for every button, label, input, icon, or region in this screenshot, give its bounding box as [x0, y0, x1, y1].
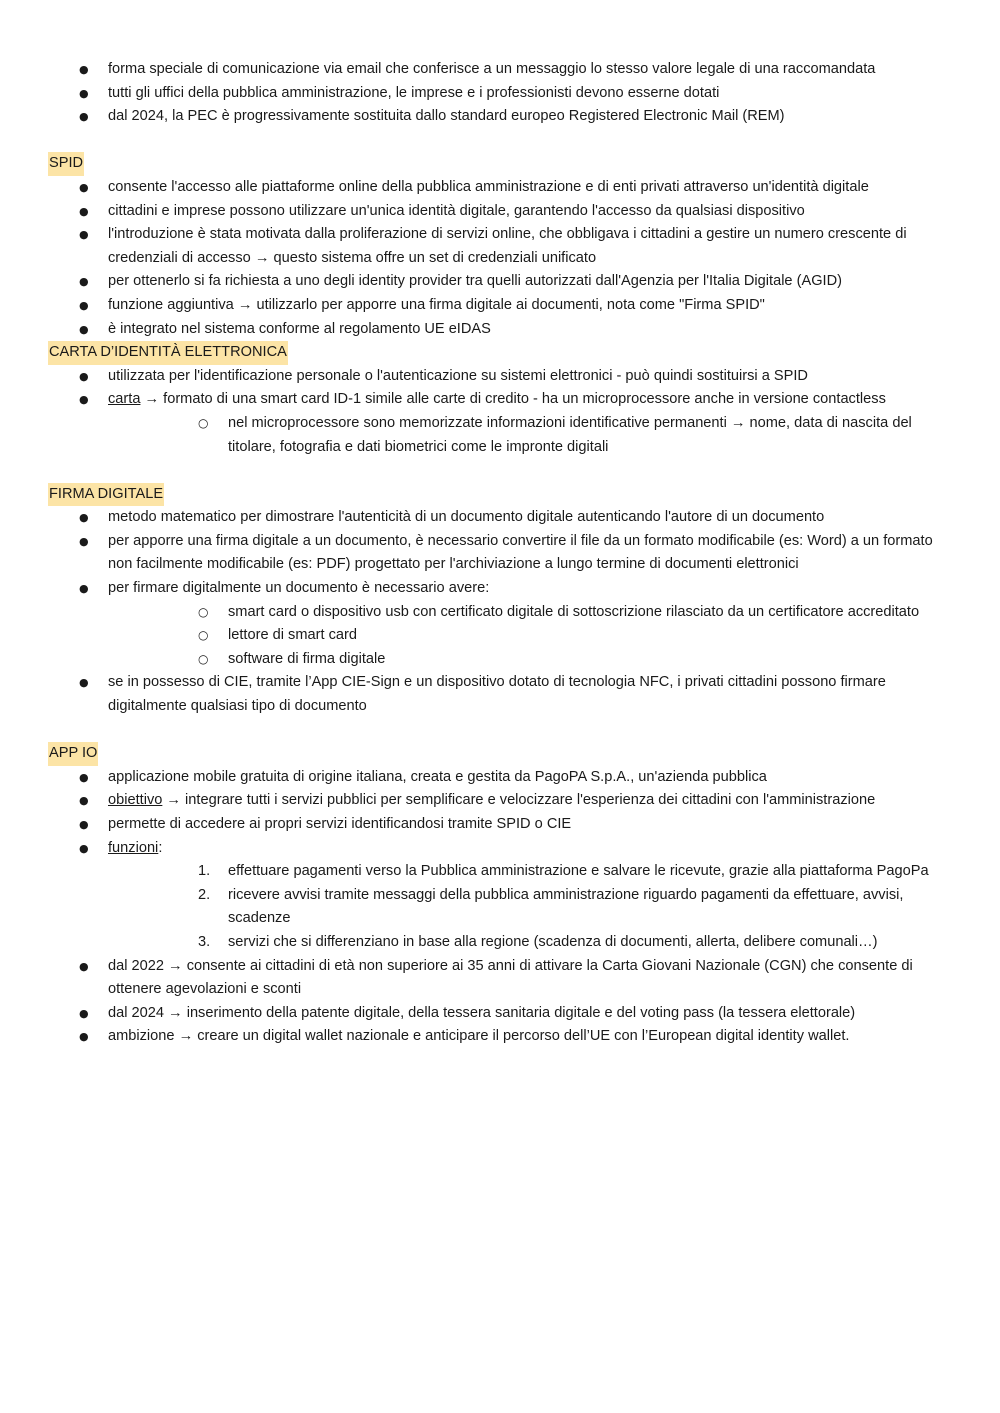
spid-list: [48, 176, 953, 341]
list-item: [48, 388, 953, 459]
numbered-item-text: servizi che si differenziano in base alla regione (scadenza di documenti, allerta, delibere comunali…): [228, 933, 878, 950]
heading-highlight: FIRMA DIGITALE: [48, 483, 164, 507]
numbered-item: [108, 860, 953, 884]
firma-sublist: [108, 601, 953, 672]
heading-highlight: SPID: [48, 152, 84, 176]
numbered-item-text: ricevere avvisi tramite messaggi della pubblica amministrazione riguardo pagamenti da effettuare, avvisi, scadenze: [228, 886, 904, 927]
list-item: ● l'introduzione è stata motivata dalla proliferazione di servizi online, che obbligava i cittadini a gestire un numero crescente di credenziali di accesso → questo sistema offre un set di credenziali unificato: [48, 223, 953, 270]
spacer: [48, 459, 953, 483]
list-item: ● metodo matematico per dimostrare l'autenticità di un documento digitale autenticando l'autore di un documento: [48, 506, 953, 530]
list-item: ● forma speciale di comunicazione via email che conferisce a un messaggio lo stesso valore legale di una raccomandata: [48, 58, 953, 82]
list-item: ● dal 2024, la PEC è progressivamente sostituita dallo standard europeo Registered Electronic Mail (REM): [48, 105, 953, 129]
list-item-text: :: [158, 839, 163, 856]
list-item: ● è integrato nel sistema conforme al regolamento UE eIDAS: [48, 318, 953, 342]
list-item: ● ambizione → creare un digital wallet nazionale e anticipare il percorso dell’UE con l’European digital identity wallet.: [48, 1025, 953, 1049]
numbered-item: [108, 884, 953, 931]
section-heading-appio: [48, 742, 953, 766]
spacer: [48, 719, 953, 743]
list-item: [48, 577, 953, 671]
sub-list-item: ○ nel microprocessore sono memorizzate informazioni identificative permanenti → nome, data di nascita del titolare, fotografia e dati biometrici come le impronte digitali: [108, 412, 953, 459]
list-item: ● tutti gli uffici della pubblica amministrazione, le imprese e i professionisti devono esserne dotati: [48, 82, 953, 106]
list-item: ● permette di accedere ai propri servizi identificandosi tramite SPID o CIE: [48, 813, 953, 837]
list-item: ● funzione aggiuntiva → utilizzarlo per apporre una firma digitale ai documenti, nota come "Firma SPID": [48, 294, 953, 318]
section-heading-firma: [48, 483, 953, 507]
item-number: 3.: [198, 933, 211, 950]
list-item: [48, 789, 953, 813]
list-item: [48, 837, 953, 955]
cie-sublist: [108, 412, 953, 459]
heading-highlight: APP IO: [48, 742, 98, 766]
list-item: ● dal 2024 → inserimento della patente digitale, della tessera sanitaria digitale e del voting pass (la tessera elettorale): [48, 1002, 953, 1026]
list-item-text: → integrare tutti i servizi pubblici per semplificare e velocizzare l'esperienza dei cittadini con l'amministrazione: [162, 792, 876, 809]
sub-list-item: ○ software di firma digitale: [108, 648, 953, 672]
appio-numbered-list: [108, 860, 953, 954]
cie-list: [48, 365, 953, 459]
section-heading-cie: [48, 341, 953, 365]
list-item: ● utilizzata per l'identificazione personale o l'autenticazione su sistemi elettronici - può quindi sostituirsi a SPID: [48, 365, 953, 389]
numbered-item: [108, 931, 953, 955]
pec-list: [48, 58, 953, 129]
spacer: [48, 129, 953, 153]
underlined-term: obiettivo: [108, 792, 163, 809]
list-item: ● dal 2022 → consente ai cittadini di età non superiore ai 35 anni di attivare la Carta Giovani Nazionale (CGN) che consente di ottenere agevolazioni e sconti: [48, 955, 953, 1002]
list-item: ● consente l'accesso alle piattaforme online della pubblica amministrazione e di enti privati attraverso un'identità digitale: [48, 176, 953, 200]
list-item: ● per ottenerlo si fa richiesta a uno degli identity provider tra quelli autorizzati dall'Agenzia per l'Italia Digitale (AGID): [48, 270, 953, 294]
list-item: ● se in possesso di CIE, tramite l’App CIE-Sign e un dispositivo dotato di tecnologia NFC, i privati cittadini possono firmare digitalmente qualsiasi tipo di documento: [48, 671, 953, 718]
heading-highlight: CARTA D’IDENTITÀ ELETTRONICA: [48, 341, 288, 365]
document-content: [48, 58, 953, 1049]
appio-list: [48, 766, 953, 1049]
list-item: ● applicazione mobile gratuita di origine italiana, creata e gestita da PagoPA S.p.A., un'azienda pubblica: [48, 766, 953, 790]
list-item-text: → formato di una smart card ID-1 simile alle carte di credito - ha un microprocessore anche in versione contactless: [140, 391, 886, 408]
sub-list-item: ○ lettore di smart card: [108, 624, 953, 648]
firma-list: [48, 506, 953, 718]
numbered-item-text: effettuare pagamenti verso la Pubblica amministrazione e salvare le ricevute, grazie alla piattaforma PagoPa: [228, 863, 929, 880]
underlined-term: carta: [108, 391, 141, 408]
list-item: ● cittadini e imprese possono utilizzare un'unica identità digitale, garantendo l'accesso da qualsiasi dispositivo: [48, 200, 953, 224]
sub-list-item: ○ smart card o dispositivo usb con certificato digitale di sottoscrizione rilasciato da un certificatore accreditato: [108, 601, 953, 625]
section-heading-spid: [48, 152, 953, 176]
item-number: 2.: [198, 886, 211, 903]
list-item: ● per apporre una firma digitale a un documento, è necessario convertire il file da un formato modificabile (es: Word) a un formato non facilmente modificabile (es: PDF) progettato per l'archiviazione a lungo termine di documenti elettronici: [48, 530, 953, 577]
list-item-text: per firmare digitalmente un documento è necessario avere:: [108, 580, 490, 597]
item-number: 1.: [198, 863, 211, 880]
underlined-term: funzioni: [108, 839, 159, 856]
